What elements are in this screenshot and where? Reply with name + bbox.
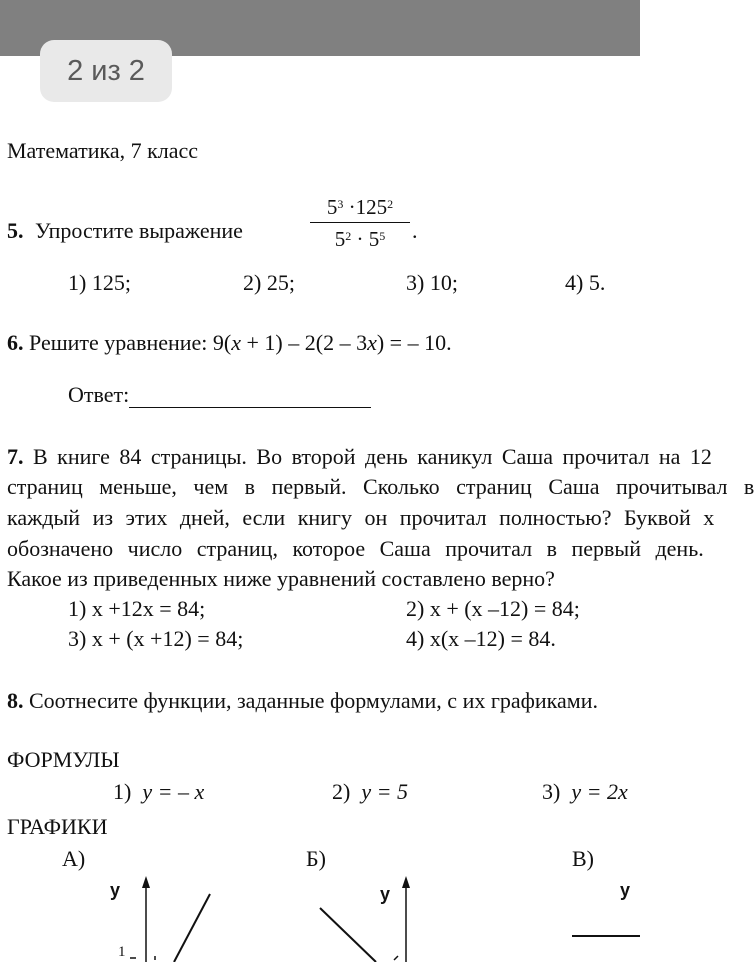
answer-option: 2) x + (x –12) = 84; — [406, 596, 580, 621]
question-7-line: обозначено число страниц, которое Саша прочитал в первый день. — [7, 536, 704, 561]
page-indicator-badge: 2 из 2 — [40, 40, 172, 102]
formulas-heading: ФОРМУЛЫ — [7, 747, 120, 772]
question-number: 8. — [7, 688, 24, 713]
fraction-numerator: $5^3 \cdot 125^2$ — [326, 195, 394, 219]
answer-field — [68, 382, 371, 408]
axis-label: y — [380, 884, 391, 904]
question-5 — [7, 218, 243, 244]
answer-label: Ответ: — [68, 382, 130, 407]
formula-item: 2) y = 5 — [332, 779, 408, 804]
question-8 — [7, 688, 598, 714]
answer-option: 1) x +12x = 84; — [68, 596, 206, 621]
expression-period: . — [412, 218, 418, 243]
graph-a — [100, 872, 220, 962]
graph-label: А) — [62, 846, 86, 871]
graph-label: В) — [572, 846, 594, 871]
answer-option: 3) 10; — [406, 270, 458, 295]
axis-label: y — [110, 880, 121, 900]
question-6: 6. Решите уравнение: 9(x + 1) – 2(2 – 3x) = – 10. — [7, 330, 452, 355]
graph-b — [318, 872, 438, 962]
graphs-heading: ГРАФИКИ — [7, 814, 108, 839]
graph-c — [560, 872, 640, 962]
question-7-line: Какое из приведенных ниже уравнений составлено верно? — [7, 566, 555, 591]
question-number: 5. — [7, 218, 24, 243]
answer-option: 3) x + (x +12) = 84; — [68, 626, 244, 651]
answer-option: 4) 5. — [565, 270, 606, 295]
question-text: Соотнесите функции, заданные формулами, с их графиками. — [29, 688, 598, 713]
expression-fraction — [310, 195, 410, 251]
question-number: 6. — [7, 330, 24, 355]
formula-item: 3) y = 2x — [542, 779, 628, 804]
answer-option: 4) x(x –12) = 84. — [406, 626, 556, 651]
answer-blank-line — [129, 387, 371, 408]
question-7-line: каждый из этих дней, если книгу он прочитал полностью? Буквой x — [7, 505, 715, 530]
graph-label: Б) — [306, 846, 326, 871]
answer-option: 2) 25; — [243, 270, 295, 295]
question-7-line: 7. В книге 84 страницы. Во второй день каникул Саша прочитал на 12 — [7, 444, 712, 469]
answer-option: 1) 125; — [68, 270, 131, 295]
question-number: 7. — [7, 444, 24, 469]
tick-label: 1 — [118, 944, 126, 960]
question-7-line: страниц меньше, чем в первый. Сколько страниц Саша прочитывал в — [7, 474, 754, 499]
question-text: Упростите выражение — [35, 218, 243, 243]
axis-label: y — [620, 880, 631, 900]
formula-item: 1) y = – x — [113, 779, 205, 804]
document-header: Математика, 7 класс — [7, 138, 199, 163]
fraction-denominator: $5^2 \cdot 5^5$ — [334, 227, 386, 251]
